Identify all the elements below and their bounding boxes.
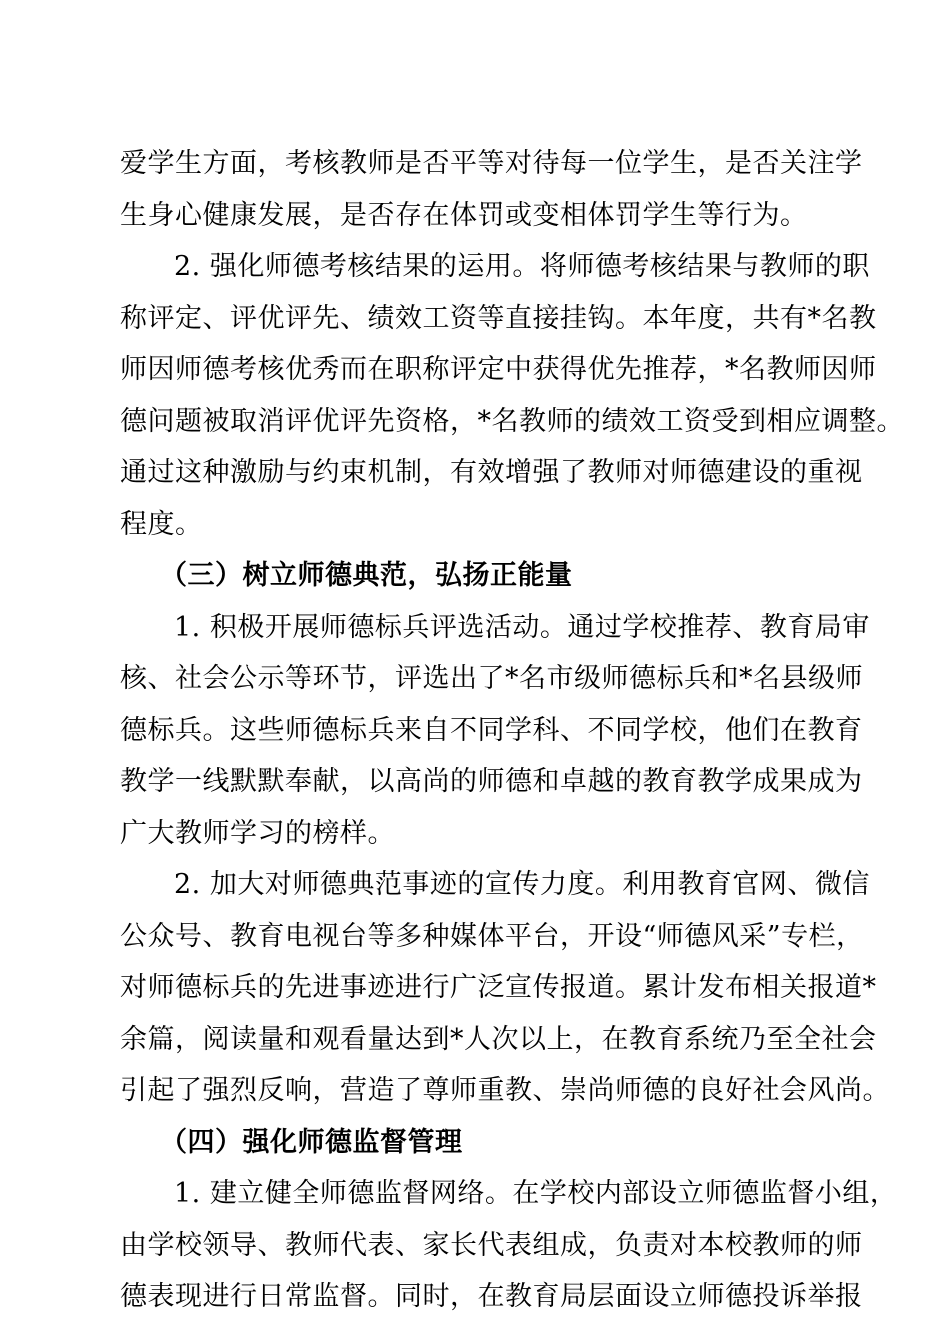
text-line: 2. 强化师德考核结果的运用。将师德考核结果与教师的职 xyxy=(174,251,870,282)
text-line: 由学校领导、教师代表、家长代表组成，负责对本校教师的师 xyxy=(120,1229,863,1261)
text-line: 对师德标兵的先进事迹进行广泛宣传报道。累计发布相关报道* xyxy=(120,972,877,1003)
text-line: 程度。 xyxy=(120,508,203,540)
text-line: 称评定、评优评先、绩效工资等直接挂钩。本年度，共有*名教 xyxy=(120,302,877,334)
text-line: 师因师德考核优秀而在职称评定中获得优先推荐，*名教师因师 xyxy=(120,354,877,385)
text-line: 核、社会公示等环节，评选出了*名市级师德标兵和*名县级师 xyxy=(120,663,863,694)
text-line: 广大教师学习的榜样。 xyxy=(120,817,395,849)
text-line: 通过这种激励与约束机制，有效增强了教师对师德建设的重视 xyxy=(120,457,863,488)
text-line: 1. 积极开展师德标兵评选活动。通过学校推荐、教育局审 xyxy=(174,611,870,643)
text-line: 公众号、教育电视台等多种媒体平台，开设“师德风采”专栏， xyxy=(120,920,864,952)
section-heading: （四）强化师德监督管理 xyxy=(160,1126,463,1158)
text-line: 引起了强烈反响，营造了尊师重教、崇尚师德的良好社会风尚。 xyxy=(120,1075,890,1106)
section-heading: （三）树立师德典范，弘扬正能量 xyxy=(160,560,573,591)
text-line: 爱学生方面，考核教师是否平等对待每一位学生，是否关注学 xyxy=(120,148,863,179)
text-line: 生身心健康发展，是否存在体罚或变相体罚学生等行为。 xyxy=(120,199,808,231)
text-line: 教学一线默默奉献，以高尚的师德和卓越的教育教学成果成为 xyxy=(120,766,863,797)
document-body xyxy=(120,138,904,1323)
text-line: 德表现进行日常监督。同时，在教育局层面设立师德投诉举报 xyxy=(120,1281,863,1312)
text-line: 1. 建立健全师德监督网络。在学校内部设立师德监督小组， xyxy=(174,1178,898,1209)
text-line: 德标兵。这些师德标兵来自不同学科、不同学校，他们在教育 xyxy=(120,714,863,746)
text-line: 2. 加大对师德典范事迹的宣传力度。利用教育官网、微信 xyxy=(174,869,870,900)
text-line: 德问题被取消评优评先资格，*名教师的绩效工资受到相应调整。 xyxy=(120,405,904,437)
text-line: 余篇，阅读量和观看量达到*人次以上，在教育系统乃至全社会 xyxy=(120,1023,877,1055)
